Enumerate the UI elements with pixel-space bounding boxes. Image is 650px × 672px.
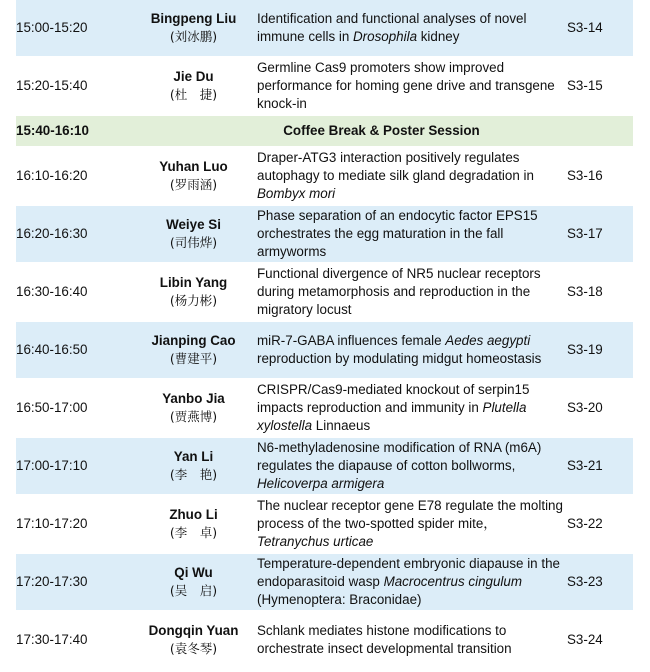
title-segment: miR-7-GABA influences female [257,333,446,348]
speaker-name-en: Libin Yang [159,275,228,290]
speaker-cell [130,437,257,495]
talk-row [16,263,633,321]
talk-code: S3-18 [567,263,633,321]
talk-title [257,611,567,669]
break-label: Coffee Break & Poster Session [130,115,633,147]
talk-time: 17:30-17:40 [16,611,130,669]
talk-row [16,611,633,669]
talk-row [16,205,633,263]
title-segment: (Hymenoptera: Braconidae) [257,592,422,607]
speaker-name-en: Bingpeng Liu [150,11,237,26]
speaker-name-zh: (吴 启) [169,583,218,598]
talk-title [257,437,567,495]
talk-time: 17:00-17:10 [16,437,130,495]
talk-row [16,147,633,205]
title-segment: Identification and functional analyses of novel immune cells in [257,11,527,44]
session-schedule-table [16,0,633,670]
speaker-name-zh: (杨力彬) [169,293,218,308]
talk-time: 17:20-17:30 [16,553,130,611]
talk-code: S3-19 [567,321,633,379]
speaker-name-zh: (贾燕博) [169,409,218,424]
title-segment: Macrocentrus cingulum [383,574,522,589]
talk-code: S3-14 [567,0,633,57]
talk-title [257,263,567,321]
talk-title [257,379,567,437]
title-segment: N6-methyladenosine modification of RNA (m6A) regulates the diapause of cotton bollworms, [257,440,542,473]
speaker-name-zh: (李 卓) [169,525,218,540]
title-segment: The nuclear receptor gene E78 regulate the molting process of the two-spotted spider mite， [257,498,563,531]
talk-code: S3-22 [567,495,633,553]
talk-row [16,379,633,437]
talk-code: S3-20 [567,379,633,437]
speaker-name-zh: (司伟烨) [169,235,218,250]
title-segment: Functional divergence of NR5 nuclear receptors during metamorphosis and reproduction in the migratory locust [257,266,541,317]
talk-time: 16:20-16:30 [16,205,130,263]
talk-row [16,553,633,611]
talk-code: S3-24 [567,611,633,669]
speaker-name-en: Jianping Cao [151,333,236,348]
talk-title [257,553,567,611]
schedule-body [16,0,633,669]
speaker-cell [130,553,257,611]
speaker-name-zh: (罗雨涵) [169,177,218,192]
title-segment: kidney [417,29,460,44]
title-segment: Helicoverpa armigera [257,476,385,491]
talk-title [257,205,567,263]
title-segment: CRISPR/Cas9-mediated knockout of serpin15 impacts reproduction and immunity in [257,382,530,415]
speaker-name-zh: (刘冰鹏) [169,29,218,44]
talk-title [257,0,567,57]
talk-time: 16:50-17:00 [16,379,130,437]
speaker-cell [130,147,257,205]
speaker-name-en: Jie Du [173,69,214,84]
speaker-cell [130,205,257,263]
speaker-name-en: Qi Wu [174,565,213,580]
talk-code: S3-16 [567,147,633,205]
talk-row [16,0,633,57]
speaker-name-zh: (杜 捷) [169,87,218,102]
title-segment: Aedes aegypti [445,333,531,348]
talk-time: 17:10-17:20 [16,495,130,553]
talk-code: S3-15 [567,57,633,115]
speaker-cell [130,0,257,57]
title-segment: Linnaeus [312,418,371,433]
talk-code: S3-23 [567,553,633,611]
speaker-name-en: Yuhan Luo [159,159,228,174]
speaker-cell [130,263,257,321]
speaker-name-zh: (李 艳) [169,467,218,482]
speaker-cell [130,495,257,553]
title-segment: Draper-ATG3 interaction positively regulates autophagy to mediate silk gland degradation in [257,150,534,183]
speaker-name-en: Yanbo Jia [162,391,225,406]
speaker-name-en: Zhuo Li [169,507,218,522]
coffee-break-row [16,115,633,147]
talk-row [16,495,633,553]
speaker-name-en: Weiye Si [166,217,221,232]
talk-title [257,321,567,379]
title-segment: reproduction by modulating midgut homeostasis [257,351,542,366]
speaker-cell [130,57,257,115]
talk-row [16,57,633,115]
title-segment: Temperature-dependent embryonic diapause in the endoparasitoid wasp [257,556,560,589]
title-segment: Schlank mediates histone modifications to orchestrate insect developmental transition [257,623,512,656]
title-segment: Germline Cas9 promoters show improved performance for homing gene drive and transgene knock-in [257,60,555,111]
title-segment: Phase separation of an endocytic factor EPS15 orchestrates the egg maturation in the fall armyworms [257,208,538,259]
talk-title [257,147,567,205]
title-segment: Drosophila [353,29,418,44]
speaker-cell [130,379,257,437]
speaker-name-en: Dongqin Yuan [148,623,239,638]
talk-row [16,321,633,379]
talk-time: 16:40-16:50 [16,321,130,379]
talk-row [16,437,633,495]
title-segment: Tetranychus urticae [257,534,374,549]
talk-time: 15:20-15:40 [16,57,130,115]
talk-time: 16:30-16:40 [16,263,130,321]
title-segment: Plutella xylostella [257,400,527,433]
speaker-name-zh: (袁冬琴) [169,641,218,656]
talk-time: 16:10-16:20 [16,147,130,205]
talk-time: 15:00-15:20 [16,0,130,57]
speaker-name-en: Yan Li [173,449,214,464]
talk-code: S3-17 [567,205,633,263]
speaker-cell [130,321,257,379]
speaker-name-zh: (曹建平) [169,351,218,366]
talk-title [257,57,567,115]
talk-code: S3-21 [567,437,633,495]
break-time: 15:40-16:10 [16,115,130,147]
speaker-cell [130,611,257,669]
talk-title [257,495,567,553]
title-segment: Bombyx mori [257,186,336,201]
